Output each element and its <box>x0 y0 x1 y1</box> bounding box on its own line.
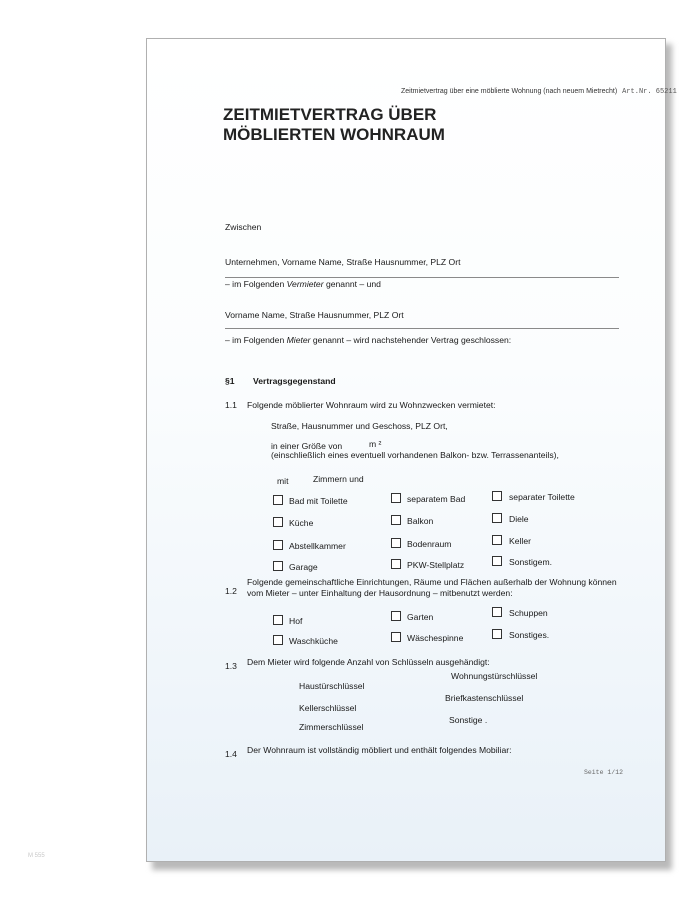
rooms-post: Zimmern und <box>313 474 364 484</box>
label-cellar: Keller <box>509 536 531 546</box>
clause-1-2-number: 1.2 <box>225 586 237 596</box>
label-separate-toilet: separater Toilette <box>509 492 575 502</box>
key-cellar: Kellerschlüssel <box>299 703 357 713</box>
label-laundry-room: Waschküche <box>289 636 338 646</box>
key-mailbox: Briefkastenschlüssel <box>445 693 524 703</box>
clause-1-3-text: Dem Mieter wird folgende Anzahl von Schlüsseln ausgehändigt: <box>247 657 490 667</box>
checkbox-separate-bath[interactable] <box>391 493 401 503</box>
label-separate-bath: separatem Bad <box>407 494 466 504</box>
size-unit: m ² <box>369 439 382 449</box>
label-kitchen: Küche <box>289 518 314 528</box>
document-reference: Zeitmietvertrag über eine möblierte Wohnung (nach neuem Mietrecht) <box>401 88 618 95</box>
size-label: in einer Größe von <box>271 441 343 451</box>
article-number: Art.Nr. 65211 <box>622 88 677 96</box>
label-garage: Garage <box>289 562 318 572</box>
checkbox-kitchen[interactable] <box>273 517 283 527</box>
checkbox-balcony[interactable] <box>391 515 401 525</box>
landlord-note-pre: – im Folgenden <box>225 279 287 289</box>
key-room: Zimmerschlüssel <box>299 722 364 732</box>
tenant-role: Mieter <box>286 335 311 345</box>
label-balcony: Balkon <box>407 516 434 526</box>
checkbox-parking-space[interactable] <box>391 559 401 569</box>
label-other-rooms: Sonstigem. <box>509 557 552 567</box>
clause-1-1-number: 1.1 <box>225 400 237 410</box>
checkbox-attic[interactable] <box>391 538 401 548</box>
clause-1-4-number: 1.4 <box>225 749 237 759</box>
clause-1-1-text: Folgende möblierter Wohnraum wird zu Wohnzwecken vermietet: <box>247 400 496 410</box>
label-garden: Garten <box>407 612 434 622</box>
label-bath-with-toilet: Bad mit Toilette <box>289 496 348 506</box>
key-front-door: Haustürschlüssel <box>299 681 365 691</box>
label-hallway: Diele <box>509 514 529 524</box>
tenant-note-post: genannt – wird nachstehender Vertrag geschlossen: <box>310 335 512 345</box>
landlord-fields: Unternehmen, Vorname Name, Straße Hausnummer, PLZ Ort <box>225 257 461 267</box>
checkbox-hallway[interactable] <box>492 513 502 523</box>
checkbox-cellar[interactable] <box>492 535 502 545</box>
clause-1-2-line-1: Folgende gemeinschaftliche Einrichtungen, Räume und Flächen außerhalb der Wohnung können <box>247 577 617 587</box>
checkbox-bath-with-toilet[interactable] <box>273 495 283 505</box>
title-line-2: MÖBLIERTEN WOHNRAUM <box>223 125 445 144</box>
checkbox-shed[interactable] <box>492 607 502 617</box>
clause-1-3-number: 1.3 <box>225 661 237 671</box>
checkbox-rotary-dryer[interactable] <box>391 632 401 642</box>
checkbox-separate-toilet[interactable] <box>492 491 502 501</box>
rental-address: Straße, Hausnummer und Geschoss, PLZ Ort, <box>271 421 448 431</box>
section-1-number: §1 <box>225 376 235 386</box>
label-storeroom: Abstellkammer <box>289 541 346 551</box>
label-rotary-dryer: Wäschespinne <box>407 633 464 643</box>
checkbox-storeroom[interactable] <box>273 540 283 550</box>
tenant-note-pre: – im Folgenden <box>225 335 287 345</box>
key-other: Sonstige . <box>449 715 488 725</box>
label-yard: Hof <box>289 616 303 626</box>
between-label: Zwischen <box>225 222 262 232</box>
clause-1-2-line-2: vom Mieter – unter Einhaltung der Hausordnung – mitbenutzt werden: <box>247 588 513 598</box>
landlord-role: Vermieter <box>286 279 324 289</box>
title-line-1: ZEITMIETVERTRAG ÜBER <box>223 105 437 124</box>
clause-1-4-text: Der Wohnraum ist vollständig möbliert und enthält folgendes Mobiliar: <box>247 745 512 755</box>
checkbox-other-shared[interactable] <box>492 629 502 639</box>
landlord-note-post: genannt – und <box>323 279 381 289</box>
checkbox-yard[interactable] <box>273 615 283 625</box>
label-other-shared: Sonstiges. <box>509 630 550 640</box>
tenant-underline <box>225 328 619 329</box>
rooms-pre: mit <box>277 476 289 486</box>
label-parking-space: PKW-Stellplatz <box>407 560 465 570</box>
checkbox-laundry-room[interactable] <box>273 635 283 645</box>
key-apartment-door: Wohnungstürschlüssel <box>451 671 538 681</box>
label-attic: Bodenraum <box>407 539 452 549</box>
watermark: M 555 <box>28 853 45 859</box>
document-page <box>146 38 677 862</box>
landlord-note <box>225 279 381 289</box>
document-title <box>223 105 445 145</box>
tenant-note <box>225 335 511 345</box>
checkbox-garage[interactable] <box>273 561 283 571</box>
checkbox-other-rooms[interactable] <box>492 556 502 566</box>
label-shed: Schuppen <box>509 608 548 618</box>
section-1-title: Vertragsgegenstand <box>253 376 336 386</box>
landlord-underline <box>225 277 619 278</box>
page-number: Seite 1/12 <box>583 769 623 776</box>
running-header <box>401 88 677 96</box>
checkbox-garden[interactable] <box>391 611 401 621</box>
size-note: (einschließlich eines eventuell vorhandenen Balkon- bzw. Terrassenanteils), <box>271 450 559 460</box>
tenant-fields: Vorname Name, Straße Hausnummer, PLZ Ort <box>225 310 404 320</box>
